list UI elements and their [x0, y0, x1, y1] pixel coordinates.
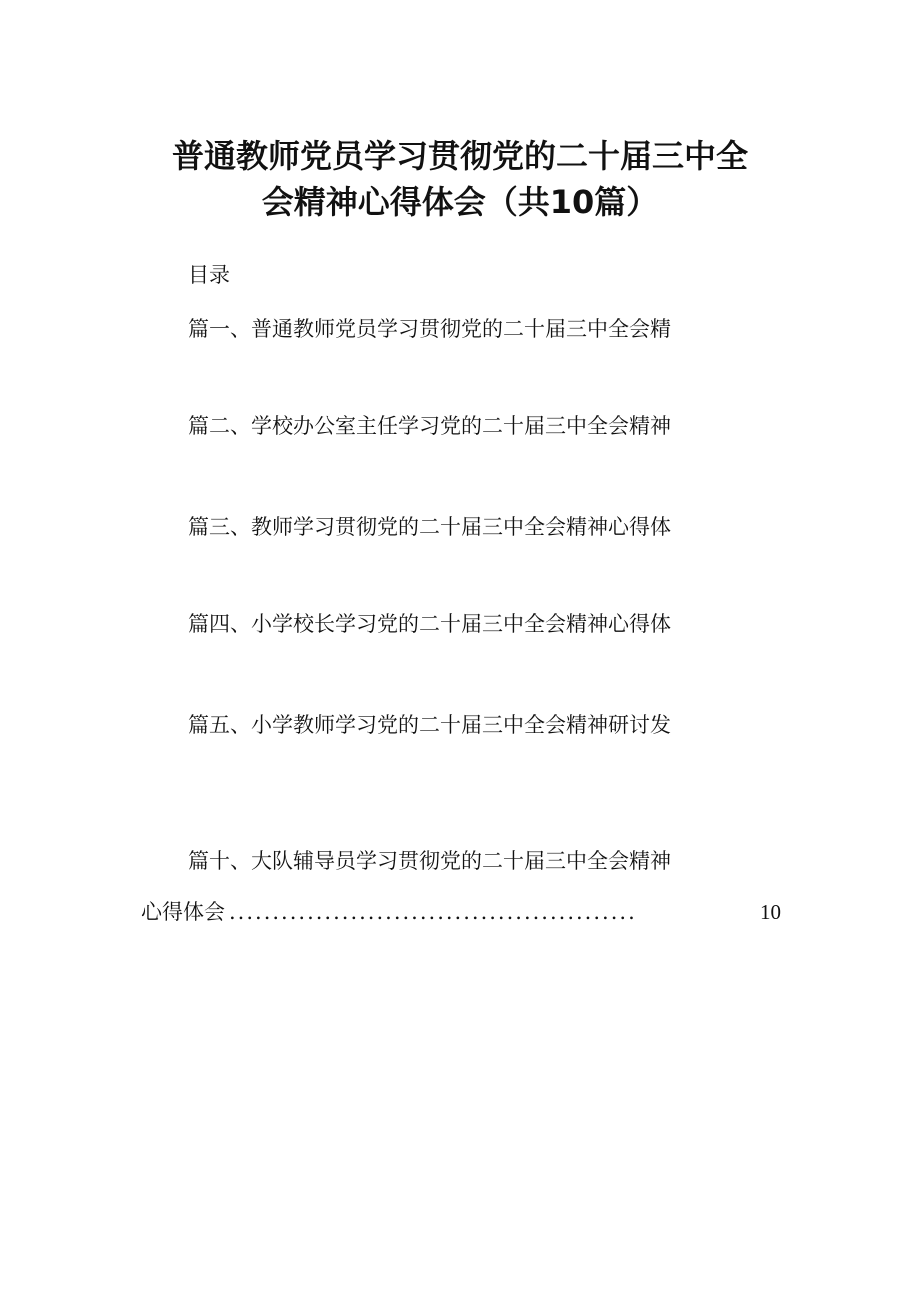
toc-page-number: 10 — [760, 900, 781, 924]
document-title-line-2: 会精神心得体会（共10篇） — [261, 183, 659, 221]
toc-entry-5[interactable]: 篇五、小学教师学习党的二十届三中全会精神研讨发 — [188, 713, 671, 737]
toc-entry-10-continuation-text: 心得体会 — [141, 900, 225, 924]
document-title-line-1: 普通教师党员学习贯彻党的二十届三中全 — [171, 137, 748, 175]
document-title — [150, 133, 770, 225]
toc-entry-1[interactable]: 篇一、普通教师党员学习贯彻党的二十届三中全会精 — [188, 317, 671, 341]
toc-entry-3[interactable]: 篇三、教师学习贯彻党的二十届三中全会精神心得体 — [188, 515, 671, 539]
toc-entry-10[interactable]: 篇十、大队辅导员学习贯彻党的二十届三中全会精神 — [188, 849, 671, 873]
toc-leader-dots: ............................................... — [229, 900, 637, 924]
toc-entry-4[interactable]: 篇四、小学校长学习党的二十届三中全会精神心得体 — [188, 612, 671, 636]
toc-heading: 目录 — [188, 263, 230, 287]
toc-entry-10-continuation[interactable] — [141, 897, 781, 927]
toc-entry-2[interactable]: 篇二、学校办公室主任学习党的二十届三中全会精神 — [188, 414, 671, 438]
